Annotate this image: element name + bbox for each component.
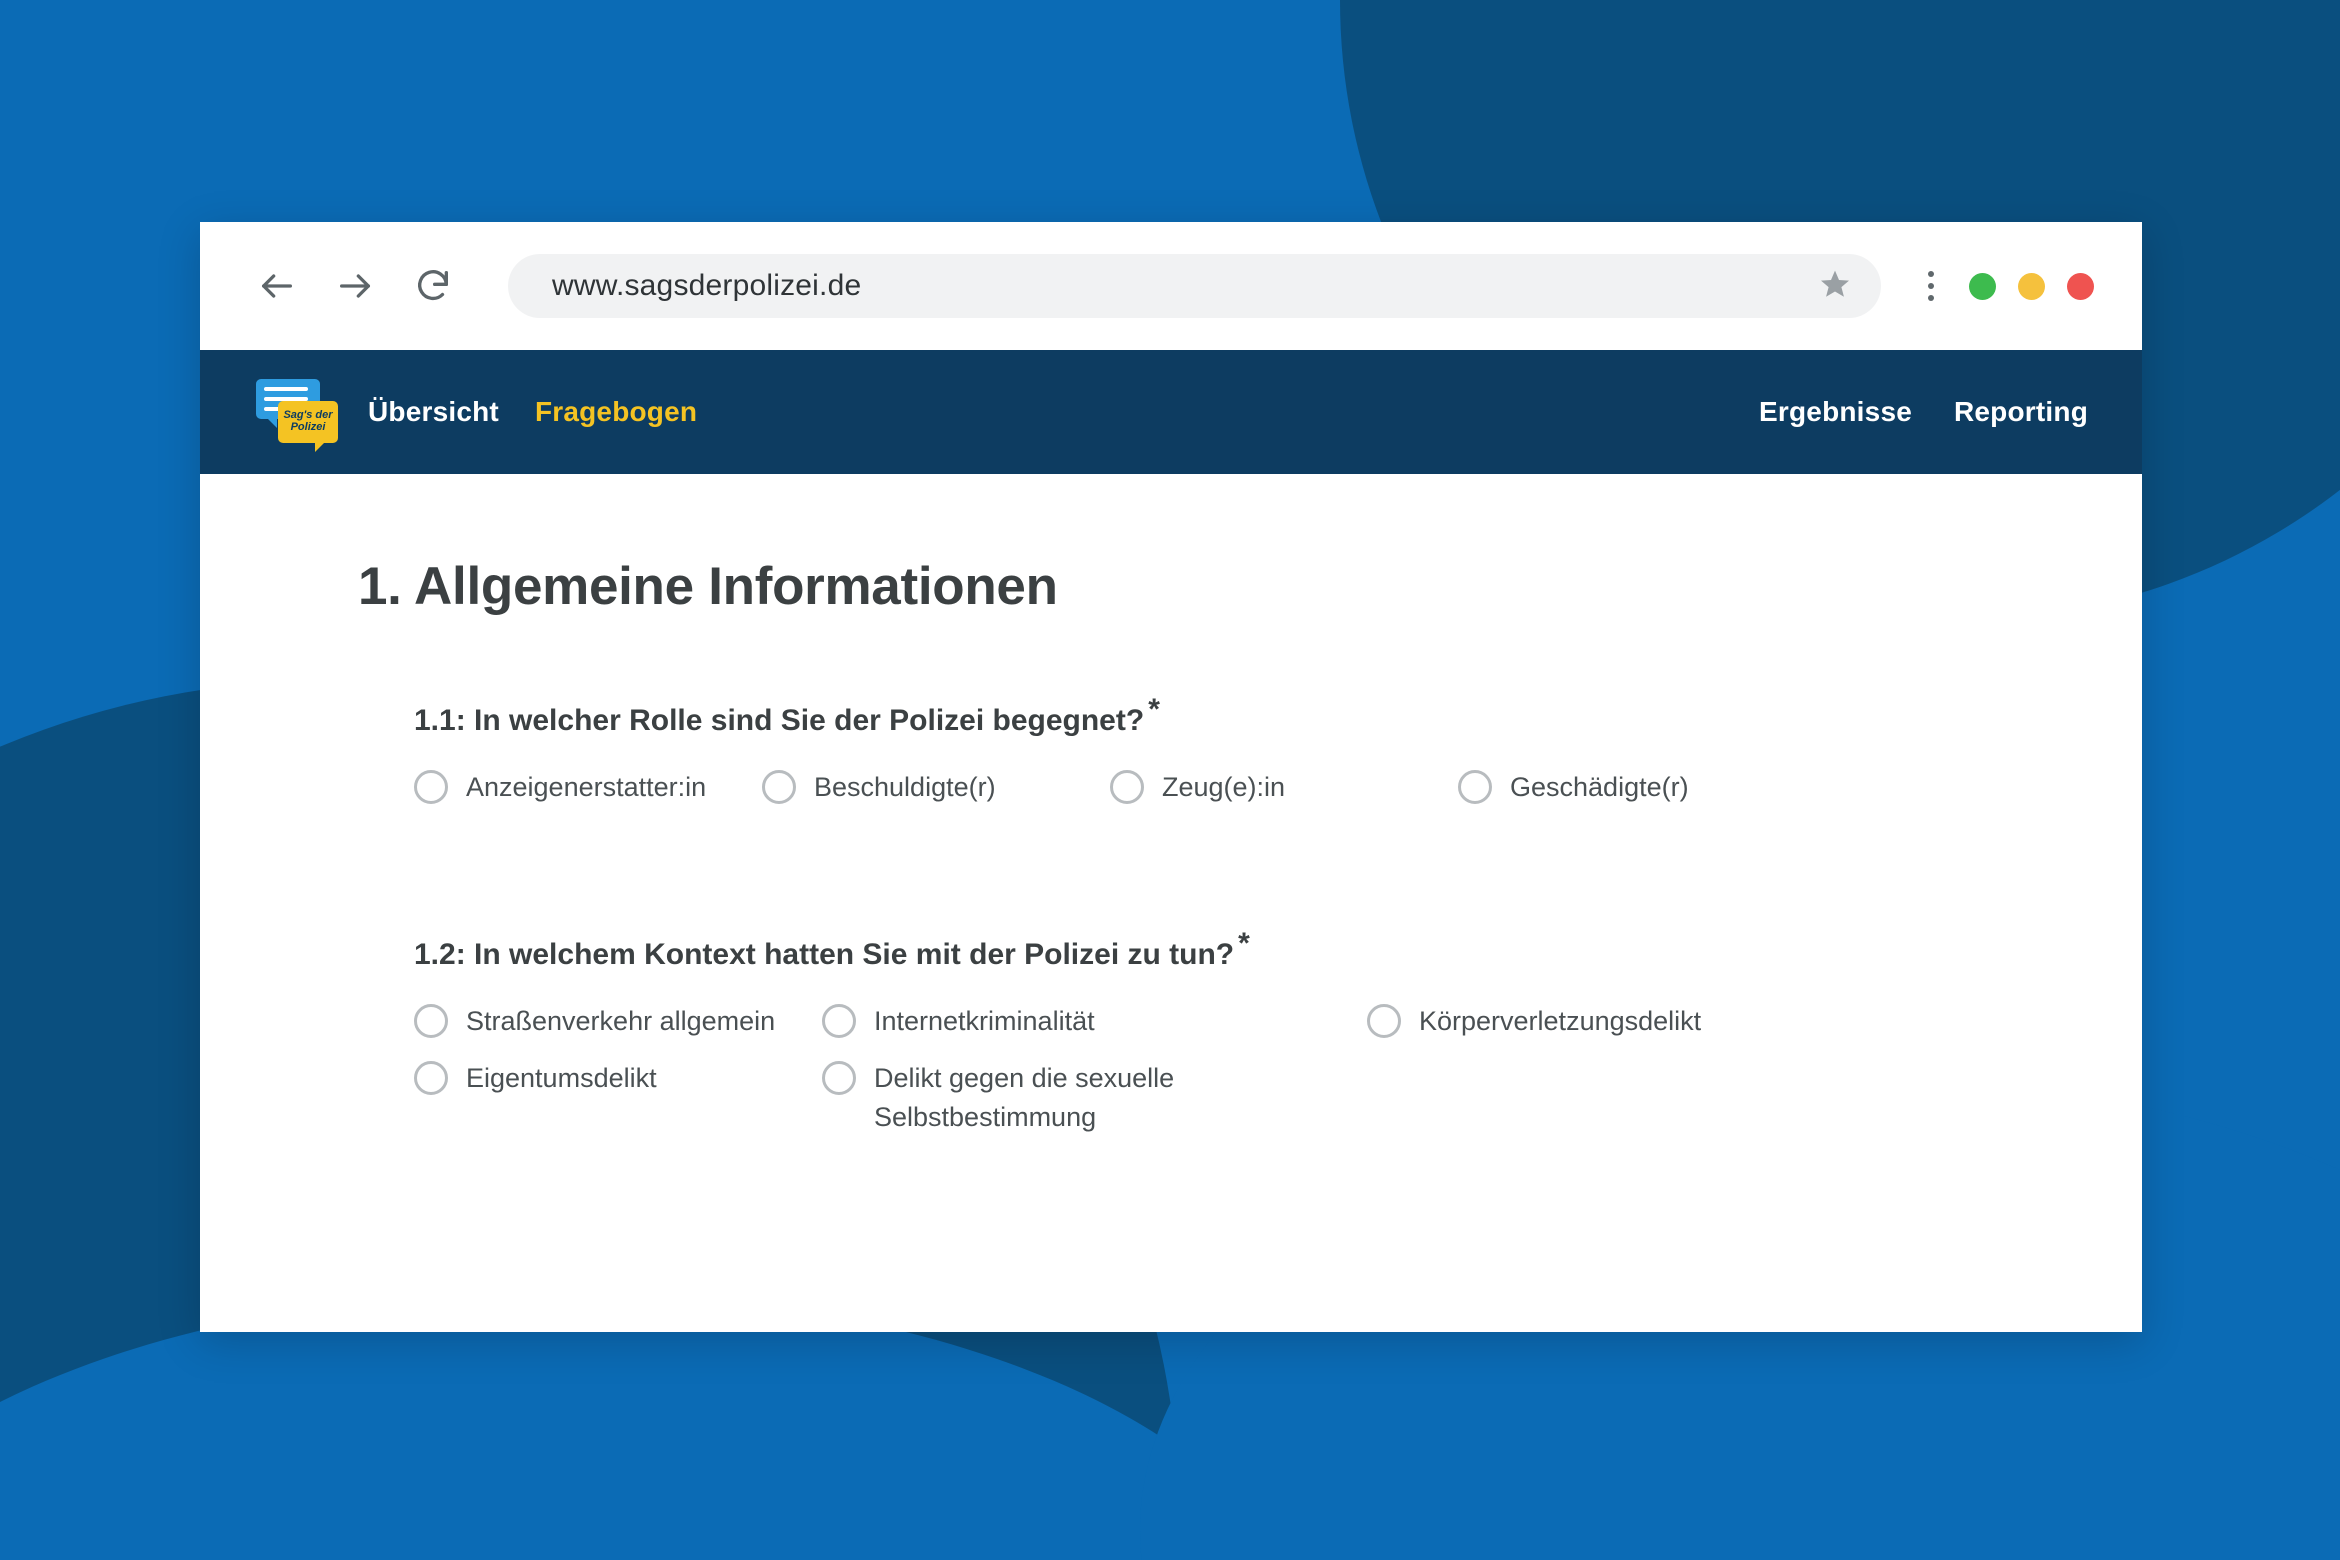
question-title-1-2 <box>414 927 2142 972</box>
window-minimize-dot[interactable] <box>2018 273 2045 300</box>
radio-option[interactable] <box>1367 1002 1767 1041</box>
radio-option-label: Internetkriminalität <box>874 1006 1095 1037</box>
address-bar[interactable] <box>508 254 1881 318</box>
required-marker: * <box>1148 693 1160 726</box>
logo-text-line2: Polizei <box>290 421 326 433</box>
window-maximize-dot[interactable] <box>1969 273 1996 300</box>
radio-circle-icon[interactable] <box>414 1004 448 1038</box>
radio-option-spacer <box>1367 1059 1767 1137</box>
radio-option-label: Beschuldigte(r) <box>814 772 996 802</box>
radio-option-label: Körperverletzungsdelikt <box>1419 1006 1702 1037</box>
radio-option[interactable] <box>414 768 762 807</box>
browser-window <box>200 222 2142 1332</box>
primary-nav <box>368 396 697 428</box>
required-marker: * <box>1238 927 1250 961</box>
radio-circle-icon[interactable] <box>1458 770 1492 804</box>
logo-text-line1: Sag's der <box>283 409 333 422</box>
question-title-1-1 <box>414 693 2142 738</box>
page-title: 1. Allgemeine Informationen <box>358 557 1058 616</box>
radio-option-label: Zeug(e):in <box>1162 772 1286 802</box>
browser-toolbar <box>200 222 2142 350</box>
questionnaire-content <box>200 474 2142 1332</box>
radio-circle-icon[interactable] <box>414 1061 448 1095</box>
nav-item-reporting[interactable]: Reporting <box>1953 396 2088 427</box>
radio-circle-icon[interactable] <box>822 1061 856 1095</box>
site-logo-icon[interactable] <box>254 375 340 449</box>
radio-option-label: Eigentumsdelikt <box>466 1063 657 1094</box>
secondary-nav <box>1759 396 2088 428</box>
back-arrow-icon[interactable] <box>244 253 310 319</box>
radio-option[interactable] <box>1110 768 1458 807</box>
nav-item-ergebnisse[interactable]: Ergebnisse <box>1759 396 1912 427</box>
option-group-1-1 <box>414 768 2142 825</box>
option-group-1-2 <box>414 1002 2142 1155</box>
forward-arrow-icon[interactable] <box>322 253 388 319</box>
nav-item-fragebogen[interactable]: Fragebogen <box>534 396 698 427</box>
url-text: www.sagsderpolizei.de <box>552 269 862 302</box>
radio-option[interactable] <box>414 1002 822 1041</box>
window-close-dot[interactable] <box>2067 273 2094 300</box>
radio-circle-icon[interactable] <box>762 770 796 804</box>
radio-circle-icon[interactable] <box>1110 770 1144 804</box>
site-header <box>200 350 2142 474</box>
radio-option[interactable] <box>822 1002 1367 1041</box>
radio-option-label: Anzeigenerstatter:in <box>466 772 707 802</box>
reload-icon[interactable] <box>400 253 466 319</box>
radio-option-label: Geschädigte(r) <box>1510 772 1689 802</box>
radio-option[interactable] <box>1458 768 1806 807</box>
nav-item-uebersicht[interactable]: Übersicht <box>368 396 499 427</box>
radio-option[interactable] <box>414 1059 822 1137</box>
window-controls <box>1969 273 2106 300</box>
question-title-1-2-text: 1.2: In welchem Kontext hatten Sie mit der Polizei zu tun? <box>414 938 1235 972</box>
question-block-1-1 <box>414 693 2142 825</box>
radio-option[interactable] <box>762 768 1110 807</box>
radio-circle-icon[interactable] <box>414 770 448 804</box>
star-icon[interactable] <box>1819 268 1851 305</box>
kebab-menu-icon[interactable] <box>1911 253 1951 319</box>
question-block-1-2 <box>414 927 2142 1155</box>
radio-option[interactable] <box>822 1059 1367 1137</box>
radio-circle-icon[interactable] <box>822 1004 856 1038</box>
radio-option-label: Delikt gegen die sexuelle Selbstbestimmung <box>874 1063 1175 1133</box>
question-title-1-1-text: 1.1: In welcher Rolle sind Sie der Polizei begegnet? <box>414 704 1145 737</box>
radio-option-label: Straßenverkehr allgemein <box>466 1006 776 1037</box>
radio-circle-icon[interactable] <box>1367 1004 1401 1038</box>
